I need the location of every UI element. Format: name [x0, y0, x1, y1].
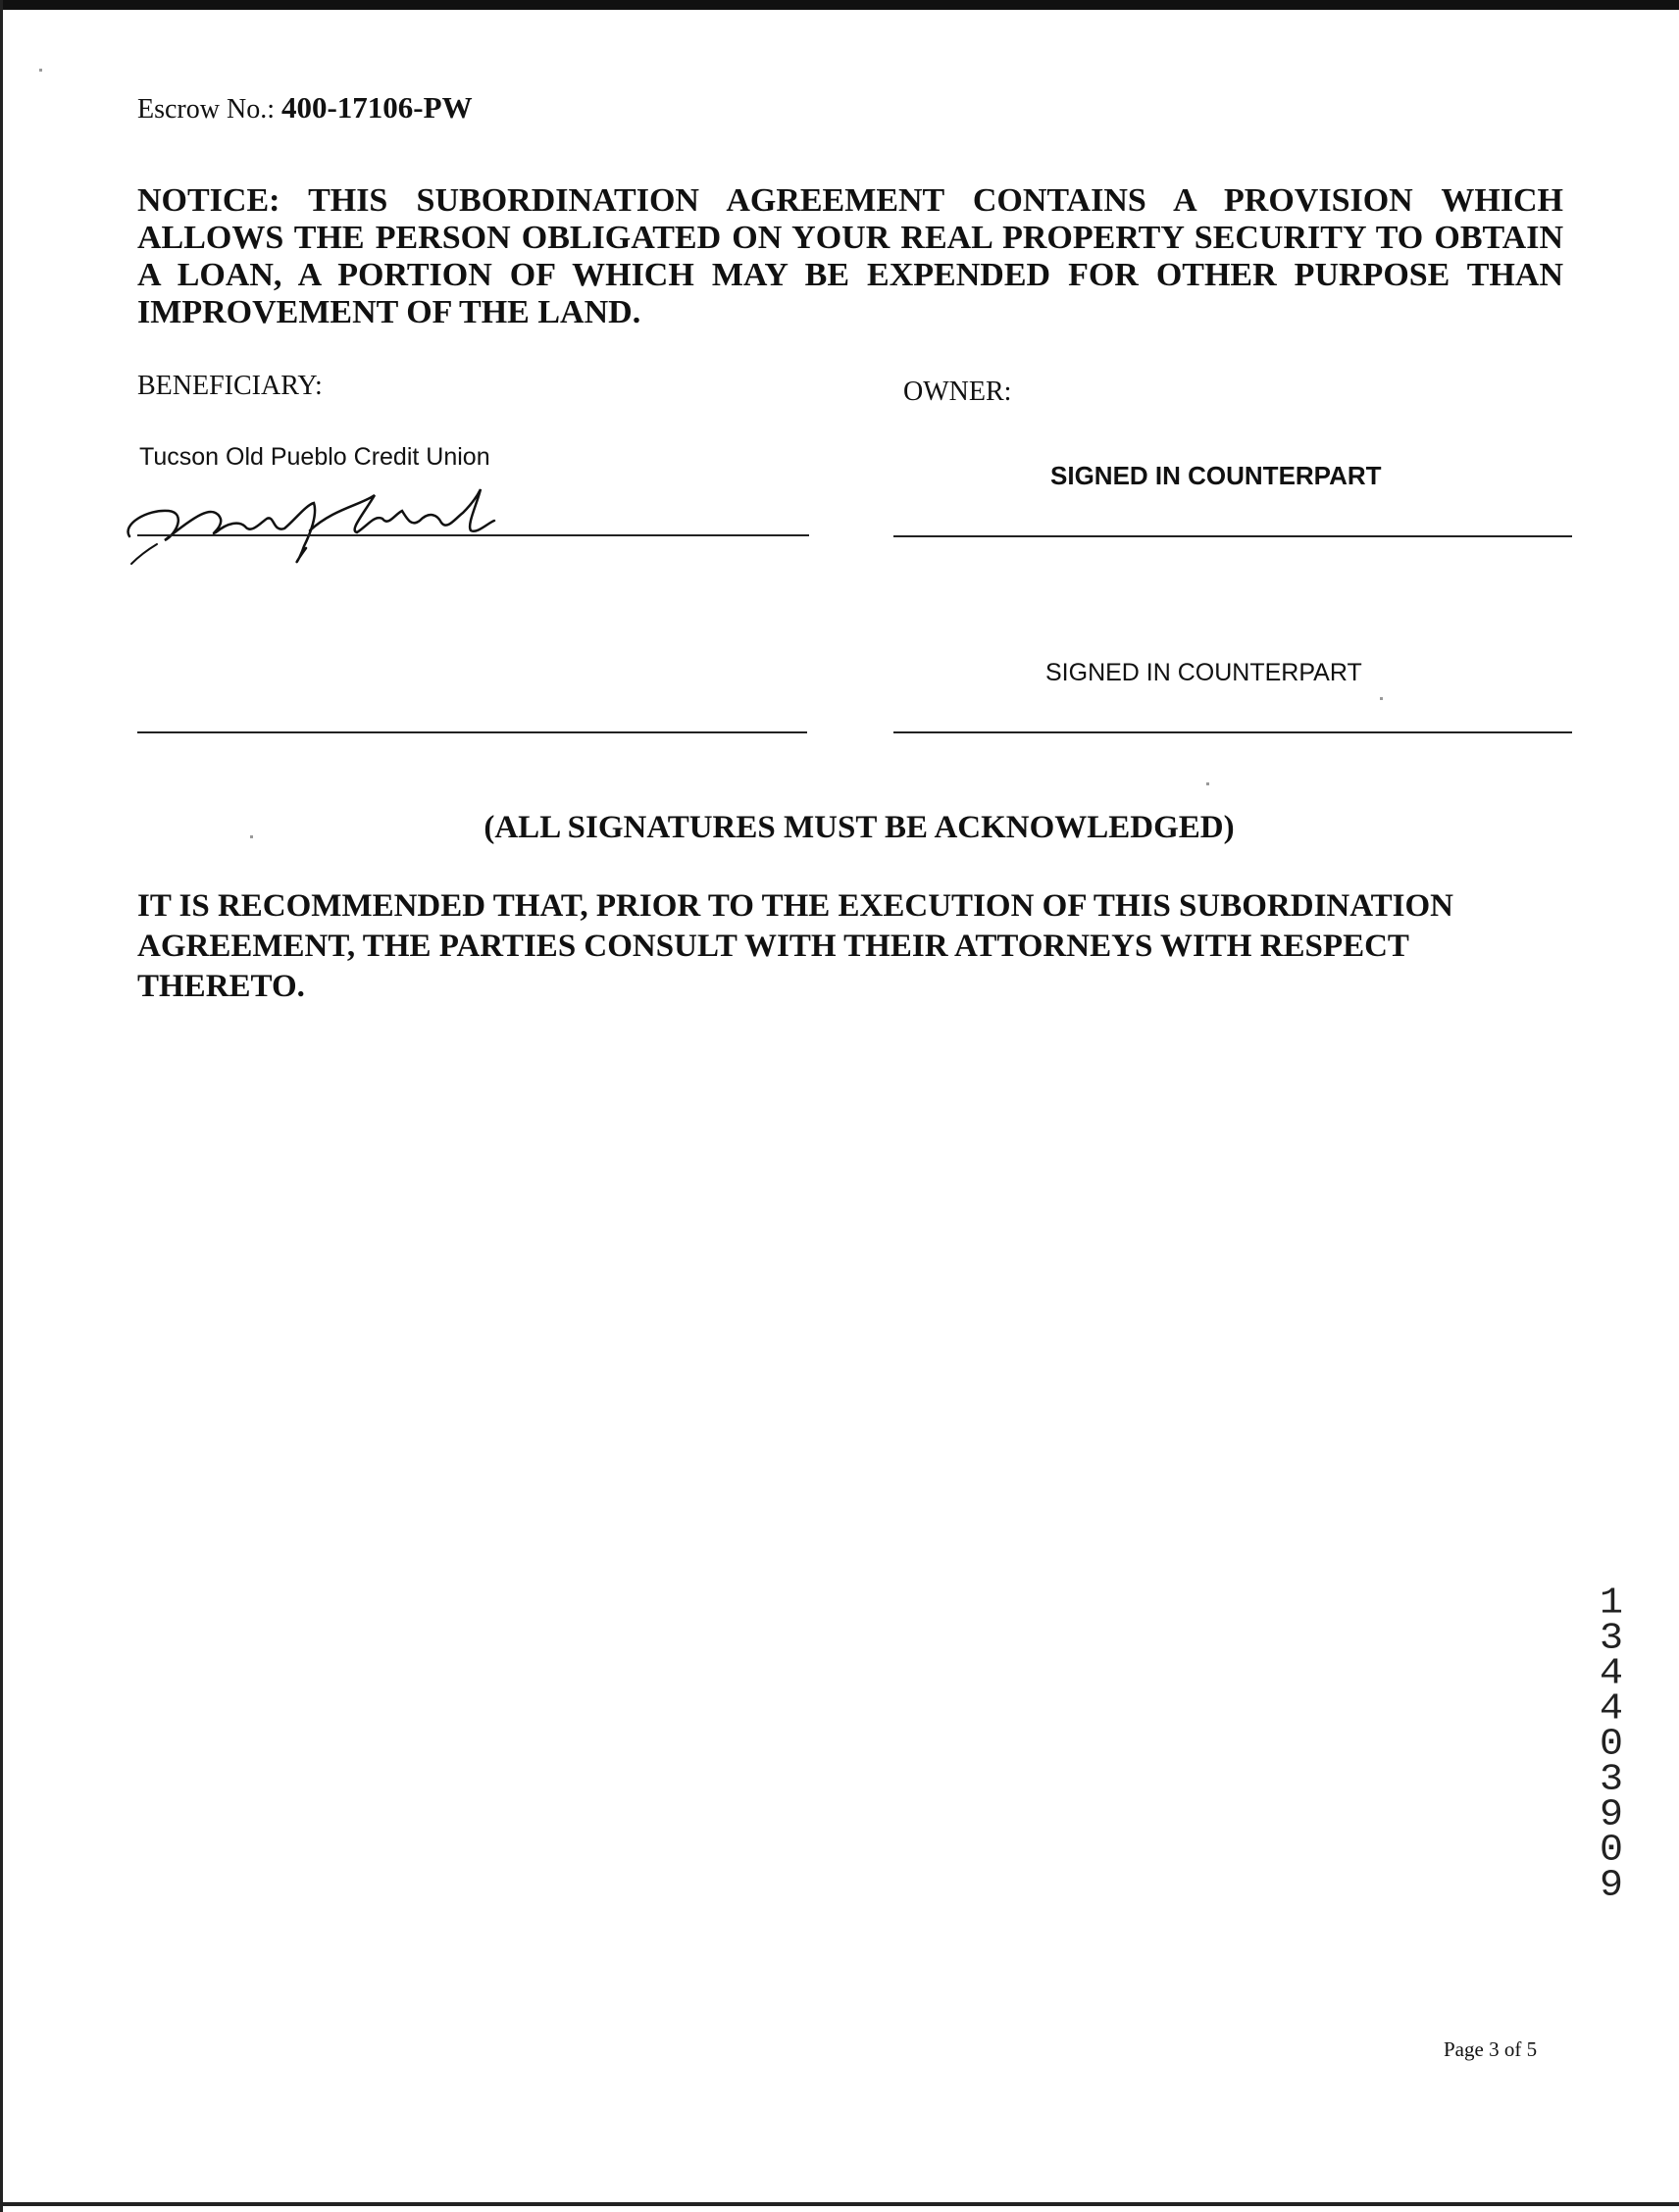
scan-speck [1206, 782, 1209, 785]
escrow-line [137, 90, 473, 126]
recording-number-stamp [1594, 1583, 1629, 1907]
stamp-digit: 9 [1599, 1794, 1623, 1836]
owner-signed-counterpart-1: SIGNED IN COUNTERPART [1050, 461, 1382, 490]
beneficiary-signature-line-1 [137, 534, 809, 536]
acknowledgment-notice [0, 810, 1679, 846]
escrow-label: Escrow No.: [137, 94, 275, 125]
stamp-digit: 0 [1599, 1830, 1623, 1872]
beneficiary-name: Tucson Old Pueblo Credit Union [139, 443, 490, 471]
stamp-digit: 4 [1599, 1653, 1623, 1695]
stamp-digit: 3 [1599, 1618, 1623, 1660]
stamp-digit: 0 [1599, 1724, 1623, 1766]
stamp-digit: 3 [1599, 1759, 1623, 1801]
owner-signed-counterpart-2: SIGNED IN COUNTERPART [1045, 659, 1362, 686]
beneficiary-signature-line-2 [137, 731, 807, 733]
beneficiary-signature [118, 476, 549, 583]
bottom-border [0, 2202, 1679, 2206]
scan-speck [1380, 697, 1383, 700]
beneficiary-label: BENEFICIARY: [137, 371, 323, 401]
page-number: Page 3 of 5 [1444, 2037, 1538, 2061]
top-border [0, 0, 1679, 10]
stamp-digit: 1 [1599, 1583, 1623, 1625]
stamp-digit: 9 [1599, 1865, 1623, 1907]
owner-signature-line-1 [893, 535, 1572, 537]
scan-speck [39, 69, 42, 72]
left-border [0, 0, 3, 2212]
owner-label: OWNER: [903, 377, 1012, 407]
owner-signature-line-2 [893, 731, 1572, 733]
stamp-digit: 4 [1599, 1688, 1623, 1731]
notice-paragraph: NOTICE: THIS SUBORDINATION AGREEMENT CONTAINS A PROVISION WHICH ALLOWS THE PERSON OBLIGATED ON YOUR REAL PROPERTY SECURITY TO OBTAIN A LOAN, A PORTION OF WHICH MAY BE EXPENDED FOR OTHER PURPOSE THAN IMPROVEMENT OF THE LAND. [137, 182, 1563, 330]
attorney-recommendation: IT IS RECOMMENDED THAT, PRIOR TO THE EXECUTION OF THIS SUBORDINATION AGREEMENT, THE PARTIES CONSULT WITH THEIR ATTORNEYS WITH RESPECT THERETO. [137, 888, 1453, 1004]
scan-speck [250, 835, 253, 838]
acknowledgment-text: (ALL SIGNATURES MUST BE ACKNOWLEDGED) [483, 810, 1235, 845]
escrow-number: 400-17106-PW [280, 90, 473, 125]
